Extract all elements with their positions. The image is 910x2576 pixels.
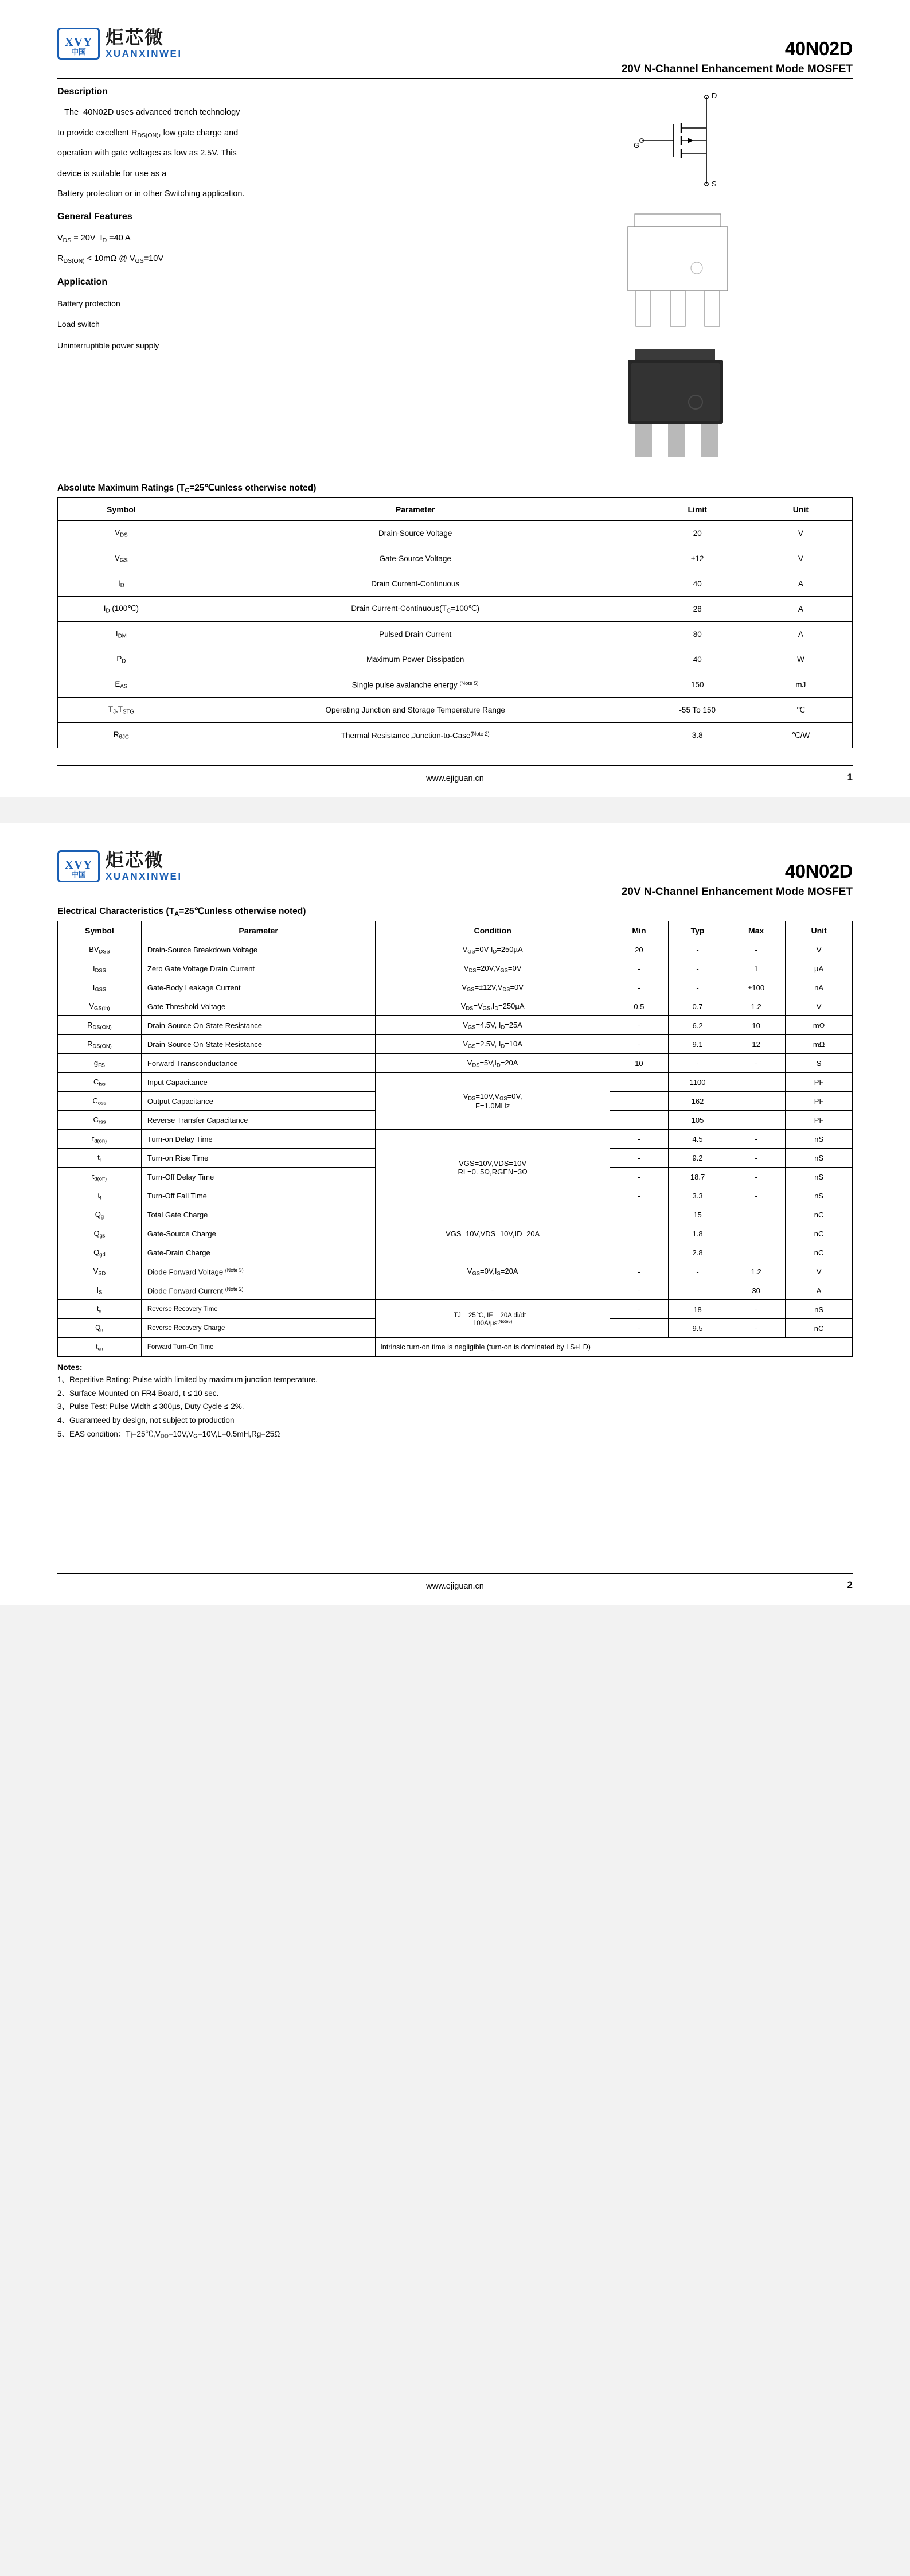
table-row [58,1281,853,1300]
ec-header-condition: Condition [376,921,610,940]
ec-parameter-4: Drain-Source On-State Resistance [141,1016,376,1035]
ec-max-18: 30 [727,1281,786,1300]
ec-parameter-9: Reverse Transfer Capacitance [141,1111,376,1130]
amr-header-parameter: Parameter [185,498,646,521]
ec-min-13: - [610,1186,668,1205]
svg-text:D: D [711,91,717,100]
ec-typ-16: 2.8 [669,1243,727,1262]
table-row [58,1130,853,1149]
ec-symbol-14: $Q_g$ [58,1205,142,1224]
table-header-row [58,921,853,940]
document-header-2 [57,850,853,885]
ec-unit-19: nS [786,1300,853,1319]
ec-min-15 [610,1224,668,1243]
ec-unit-4: mΩ [786,1016,853,1035]
ec-header-min: Min [610,921,668,940]
page-1 [0,0,910,797]
ec-typ-14: 15 [669,1205,727,1224]
logo-mark-icon [57,28,100,60]
ec-parameter-3: Gate Threshold Voltage [141,997,376,1016]
ec-header-unit: Unit [786,921,853,940]
amr-header-limit: Limit [646,498,749,521]
page-2-whitespace [57,1441,853,1556]
table-row [58,959,853,978]
ec-parameter-14: Total Gate Charge [141,1205,376,1224]
dpak-photo-icon [595,347,761,468]
ec-condition-charge: VGS=10V,VDS=10V,ID=20A [376,1205,610,1262]
ec-max-4: 10 [727,1016,786,1035]
ec-symbol-16: $Q_{gd}$ [58,1243,142,1262]
ec-parameter-1: Zero Gate Voltage Drain Current [141,959,376,978]
table-row [58,1338,853,1357]
table-row [58,597,853,622]
logo-mark-icon-2 [57,850,100,882]
ec-typ-5: 9.1 [669,1035,727,1054]
general-features-heading: General Features [57,211,132,221]
table-row [58,521,853,546]
table-row [58,723,853,748]
logo-chinese-name: 炬芯微 [106,26,165,48]
ec-unit-13: nS [786,1186,853,1205]
ec-symbol-8: $C_{oss}$ [58,1092,142,1111]
ec-parameter-10: Turn-on Delay Time [141,1130,376,1149]
ec-unit-1: µA [786,959,853,978]
ec-condition-capacitance: $V_{DS}=10V,V_{GS}=0V$, F=1.0MHz [376,1073,610,1130]
ec-typ-7: 1100 [669,1073,727,1092]
ec-typ-6: - [669,1054,727,1073]
ec-min-6: 10 [610,1054,668,1073]
ec-typ-18: - [669,1281,727,1300]
ec-max-11: - [727,1149,786,1168]
ec-symbol-10: $t_{d(on)}$ [58,1130,142,1149]
mosfet-symbol-diagram [503,89,853,198]
amr-unit-7: ℃ [749,698,852,723]
amr-symbol-3: $I_D$ (100℃) [58,597,185,622]
amr-parameter-7: Operating Junction and Storage Temperature Range [185,698,646,723]
ec-typ-15: 1.8 [669,1224,727,1243]
ec-max-6: - [727,1054,786,1073]
ec-parameter-2: Gate-Body Leakage Current [141,978,376,997]
ec-typ-4: 6.2 [669,1016,727,1035]
ec-min-18: - [610,1281,668,1300]
page-1-footer [57,765,853,797]
amr-limit-7: -55 To 150 [646,698,749,723]
table-row [58,1205,853,1224]
ec-note-turn-on: Intrinsic turn-on time is negligible (turn-on is dominated by LS+LD) [376,1338,853,1357]
logo-english-name: XUANXINWEI [106,48,182,60]
table-row [58,1300,853,1319]
amr-table-title: Absolute Maximum Ratings ($T_C=25℃unless$ otherwise noted) [57,483,317,495]
ec-parameter-7: Input Capacitance [141,1073,376,1092]
ec-min-3: 0.5 [610,997,668,1016]
ec-typ-11: 9.2 [669,1149,727,1168]
ec-max-2: ±100 [727,978,786,997]
ec-condition-5: $V_{GS}=2.5V$, $I_D=10A$ [376,1035,610,1054]
table-row [58,997,853,1016]
ec-unit-14: nC [786,1205,853,1224]
amr-unit-5: W [749,647,852,672]
application-item-2: Uninterruptible power supply [57,340,159,350]
ec-min-0: 20 [610,940,668,959]
amr-parameter-0: Drain-Source Voltage [185,521,646,546]
ec-symbol-9: $C_{rss}$ [58,1111,142,1130]
logo-mark-sub-2: 中国 [71,870,86,880]
ec-typ-1: - [669,959,727,978]
ec-header-max: Max [727,921,786,940]
ec-header-parameter: Parameter [141,921,376,940]
ec-symbol-12: $t_{d(off)}$ [58,1168,142,1186]
package-photo [503,347,853,468]
table-row [58,1035,853,1054]
amr-unit-4: A [749,622,852,647]
ec-symbol-13: $t_f$ [58,1186,142,1205]
ec-max-14 [727,1205,786,1224]
electrical-characteristics-table [57,921,853,1357]
ec-symbol-0: $BV_{DSS}$ [58,940,142,959]
ec-condition-2: $V_{GS}=\pm 12V,V_{DS}=0V$ [376,978,610,997]
amr-parameter-4: Pulsed Drain Current [185,622,646,647]
ec-parameter-8: Output Capacitance [141,1092,376,1111]
ec-min-11: - [610,1149,668,1168]
ec-typ-2: - [669,978,727,997]
page-2-footer [57,1573,853,1605]
dpak-outline-icon [595,211,761,337]
ec-header-typ: Typ [669,921,727,940]
document-subtitle: 20V N-Channel Enhancement Mode MOSFET [621,63,853,75]
ec-unit-0: V [786,940,853,959]
document-subtitle-2: 20V N-Channel Enhancement Mode MOSFET [621,886,853,898]
logo-english-name-2: XUANXINWEI [106,871,182,882]
ec-max-8 [727,1092,786,1111]
ec-max-9 [727,1111,786,1130]
amr-unit-6: mJ [749,672,852,698]
ec-typ-10: 4.5 [669,1130,727,1149]
ec-min-4: - [610,1016,668,1035]
ec-typ-3: 0.7 [669,997,727,1016]
ec-parameter-18: Diode Forward Current $^{(Note 2)}$ [141,1281,376,1300]
amr-limit-0: 20 [646,521,749,546]
logo-chinese-name-2: 炬芯微 [106,849,165,871]
ec-parameter-12: Turn-Off Delay Time [141,1168,376,1186]
amr-parameter-2: Drain Current-Continuous [185,571,646,597]
ec-unit-12: nS [786,1168,853,1186]
ec-parameter-20: Reverse Recovery Charge [141,1319,376,1338]
notes-section [57,1363,853,1441]
ec-parameter-11: Turn-on Rise Time [141,1149,376,1168]
ec-unit-16: nC [786,1243,853,1262]
amr-symbol-2: $I_D$ [58,571,185,597]
ec-unit-15: nC [786,1224,853,1243]
logo-mark-text-2: XVY [64,857,93,871]
ec-max-16 [727,1243,786,1262]
table-row [58,672,853,698]
note-item-1: 2、Surface Mounted on FR4 Board, t ≤ 10 sec. [57,1388,219,1398]
amr-unit-8: ℃/W [749,723,852,748]
ec-typ-9: 105 [669,1111,727,1130]
ec-header-symbol: Symbol [58,921,142,940]
amr-symbol-6: $E_{AS}$ [58,672,185,698]
ec-max-19: - [727,1300,786,1319]
note-item-0: 1、Repetitive Rating: Pulse width limited by maximum junction temperature. [57,1375,318,1384]
ec-condition-switching: VGS=10V,VDS=10V RL=0. 5Ω,RGEN=3Ω [376,1130,610,1205]
ec-unit-9: PF [786,1111,853,1130]
amr-unit-1: V [749,546,852,571]
ec-condition-4: $V_{GS}=4.5V$, $I_D=25A$ [376,1016,610,1035]
ec-min-14 [610,1205,668,1224]
application-item-0: Battery protection [57,299,120,309]
amr-parameter-5: Maximum Power Dissipation [185,647,646,672]
page-2 [0,823,910,1605]
ec-symbol-2: $I_{GSS}$ [58,978,142,997]
ec-symbol-20: $Q_{rr}$ [58,1319,142,1338]
ec-parameter-13: Turn-Off Fall Time [141,1186,376,1205]
table-row [58,1016,853,1035]
ec-symbol-17: $V_{SD}$ [58,1262,142,1281]
table-row [58,1262,853,1281]
table-row [58,647,853,672]
ec-symbol-4: $R_{DS(ON)}$ [58,1016,142,1035]
document-header [57,28,853,62]
ec-unit-8: PF [786,1092,853,1111]
amr-symbol-0: $V_{DS}$ [58,521,185,546]
amr-unit-3: A [749,597,852,622]
ec-symbol-1: $I_{DSS}$ [58,959,142,978]
package-outline-drawing [503,211,853,337]
ec-parameter-15: Gate-Source Charge [141,1224,376,1243]
amr-parameter-6: Single pulse avalanche energy $^{(Note 5)}$ [185,672,646,698]
description-body: The 40N02D uses advanced trench technology to provide excellent $R_{DS(ON)}$, low gate charge and operation with gate voltages as low as 2.5V. This device is suitable for use as a Battery protection or in other Switching application. [57,108,245,199]
ec-symbol-7: $C_{iss}$ [58,1073,142,1092]
amr-symbol-4: $I_{DM}$ [58,622,185,647]
ec-table-title: Electrical Characteristics ($T_A=25℃unless$ otherwise noted) [57,906,306,918]
ec-condition-18: - [376,1281,610,1300]
ec-parameter-17: Diode Forward Voltage $^{(Note 3)}$ [141,1262,376,1281]
table-row [58,1054,853,1073]
logo-mark-text: XVY [64,34,93,49]
table-row [58,978,853,997]
application-item-1: Load switch [57,320,100,329]
ec-typ-19: 18 [669,1300,727,1319]
logo-mark-sub: 中国 [71,48,86,56]
ec-max-1: 1 [727,959,786,978]
company-logo [57,28,182,60]
ec-min-1: - [610,959,668,978]
ec-symbol-18: $I_S$ [58,1281,142,1300]
ec-min-8 [610,1092,668,1111]
table-row [58,546,853,571]
ec-typ-17: - [669,1262,727,1281]
amr-parameter-8: Thermal Resistance,Junction-to-Case$^{(Note 2)}$ [185,723,646,748]
feature-rdson: $R_{DS(ON)} < 10m\Omega$ @ $V_{GS}=10V$ [57,254,163,264]
ec-parameter-16: Gate-Drain Charge [141,1243,376,1262]
ec-unit-11: nS [786,1149,853,1168]
ec-unit-20: nC [786,1319,853,1338]
ec-symbol-15: $Q_{gs}$ [58,1224,142,1243]
ec-condition-reverse-recovery: TJ = 25℃, IF = 20A di/dt = 100A/µs$^{(Note5)}$ [376,1300,610,1338]
ec-parameter-21: Forward Turn-On Time [141,1338,376,1357]
table-row [58,698,853,723]
ec-condition-0: $V_{GS}=0V$ $I_D=250\mu A$ [376,940,610,959]
ec-condition-1: $V_{DS}=20V,V_{GS}=0V$ [376,959,610,978]
page-separator [0,797,910,823]
ec-symbol-21: $t_{on}$ [58,1338,142,1357]
header-divider [57,78,853,79]
mosfet-symbol-icon [606,89,749,198]
notes-title: Notes: [57,1363,83,1372]
amr-symbol-5: $P_D$ [58,647,185,672]
ec-parameter-19: Reverse Recovery Time [141,1300,376,1319]
ec-max-3: 1.2 [727,997,786,1016]
table-row [58,940,853,959]
page-number-2: 2 [847,1579,853,1591]
part-number-2: 40N02D [784,861,853,882]
table-row [58,571,853,597]
description-heading: Description [57,87,108,96]
ec-min-12: - [610,1168,668,1186]
note-item-3: 4、Guaranteed by design, not subject to production [57,1416,235,1425]
feature-vds: $V_{DS} = 20V$ $I_D =40$ A [57,233,131,244]
amr-limit-1: ±12 [646,546,749,571]
ec-typ-0: - [669,940,727,959]
amr-limit-3: 28 [646,597,749,622]
ec-unit-10: nS [786,1130,853,1149]
table-row [58,1073,853,1092]
ec-unit-17: V [786,1262,853,1281]
amr-limit-8: 3.8 [646,723,749,748]
footer-url-2[interactable]: www.ejiguan.cn [426,1582,484,1591]
svg-text:S: S [711,180,717,188]
ec-condition-17: $V_{GS}=0V,I_S=20A$ [376,1262,610,1281]
amr-limit-6: 150 [646,672,749,698]
amr-limit-2: 40 [646,571,749,597]
ec-min-19: - [610,1300,668,1319]
ec-max-10: - [727,1130,786,1149]
application-heading: Application [57,277,108,287]
amr-parameter-1: Gate-Source Voltage [185,546,646,571]
amr-header-unit: Unit [749,498,852,521]
ec-min-10: - [610,1130,668,1149]
ec-max-15 [727,1224,786,1243]
amr-unit-2: A [749,571,852,597]
amr-limit-5: 40 [646,647,749,672]
ec-max-13: - [727,1186,786,1205]
ec-max-20: - [727,1319,786,1338]
ec-symbol-3: $V_{GS(th)}$ [58,997,142,1016]
ec-max-12: - [727,1168,786,1186]
ec-min-20: - [610,1319,668,1338]
absolute-maximum-ratings-table [57,497,853,748]
ec-unit-5: mΩ [786,1035,853,1054]
amr-unit-0: V [749,521,852,546]
ec-unit-7: PF [786,1073,853,1092]
ec-symbol-11: $t_r$ [58,1149,142,1168]
ec-typ-13: 3.3 [669,1186,727,1205]
page-number: 1 [847,772,853,783]
ec-parameter-0: Drain-Source Breakdown Voltage [141,940,376,959]
ec-typ-8: 162 [669,1092,727,1111]
ec-min-7 [610,1073,668,1092]
ec-min-16 [610,1243,668,1262]
ec-symbol-6: $g_{FS}$ [58,1054,142,1073]
ec-typ-20: 9.5 [669,1319,727,1338]
ec-max-5: 12 [727,1035,786,1054]
amr-parameter-3: Drain Current-$Continuous(T_C=100℃)$ [185,597,646,622]
ec-unit-2: nA [786,978,853,997]
ec-parameter-5: Drain-Source On-State Resistance [141,1035,376,1054]
ec-unit-3: V [786,997,853,1016]
ec-condition-6: $V_{DS}=5V,I_D=20A$ [376,1054,610,1073]
amr-symbol-1: $V_{GS}$ [58,546,185,571]
ec-min-2: - [610,978,668,997]
ec-typ-12: 18.7 [669,1168,727,1186]
note-item-2: 3、Pulse Test: Pulse Width ≤ 300µs, Duty Cycle ≤ 2%. [57,1402,244,1411]
ec-symbol-5: $R_{DS(ON)}$ [58,1035,142,1054]
ec-symbol-19: $t_{rr}$ [58,1300,142,1319]
ec-max-7 [727,1073,786,1092]
footer-url[interactable]: www.ejiguan.cn [426,774,484,784]
amr-symbol-8: $R_{\theta JC}$ [58,723,185,748]
ec-min-5: - [610,1035,668,1054]
ec-min-17: - [610,1262,668,1281]
part-number: 40N02D [784,38,853,59]
amr-limit-4: 80 [646,622,749,647]
amr-symbol-7: $T_J,T_{STG}$ [58,698,185,723]
ec-min-9 [610,1111,668,1130]
table-row [58,622,853,647]
note-item-4: 5、EAS condition：$Tj=25℃,V_{DD}=10V,V_G=10V,L=0.5mH,Rg=25\Omega$ [57,1429,280,1440]
ec-parameter-6: Forward Transconductance [141,1054,376,1073]
ec-condition-3: $V_{DS}=V_{GS},I_D=250\mu A$ [376,997,610,1016]
ec-max-0: - [727,940,786,959]
company-logo-2 [57,850,182,882]
ec-max-17: 1.2 [727,1262,786,1281]
ec-unit-6: S [786,1054,853,1073]
amr-header-symbol: Symbol [58,498,185,521]
table-header-row [58,498,853,521]
svg-text:G: G [633,141,639,150]
ec-unit-18: A [786,1281,853,1300]
